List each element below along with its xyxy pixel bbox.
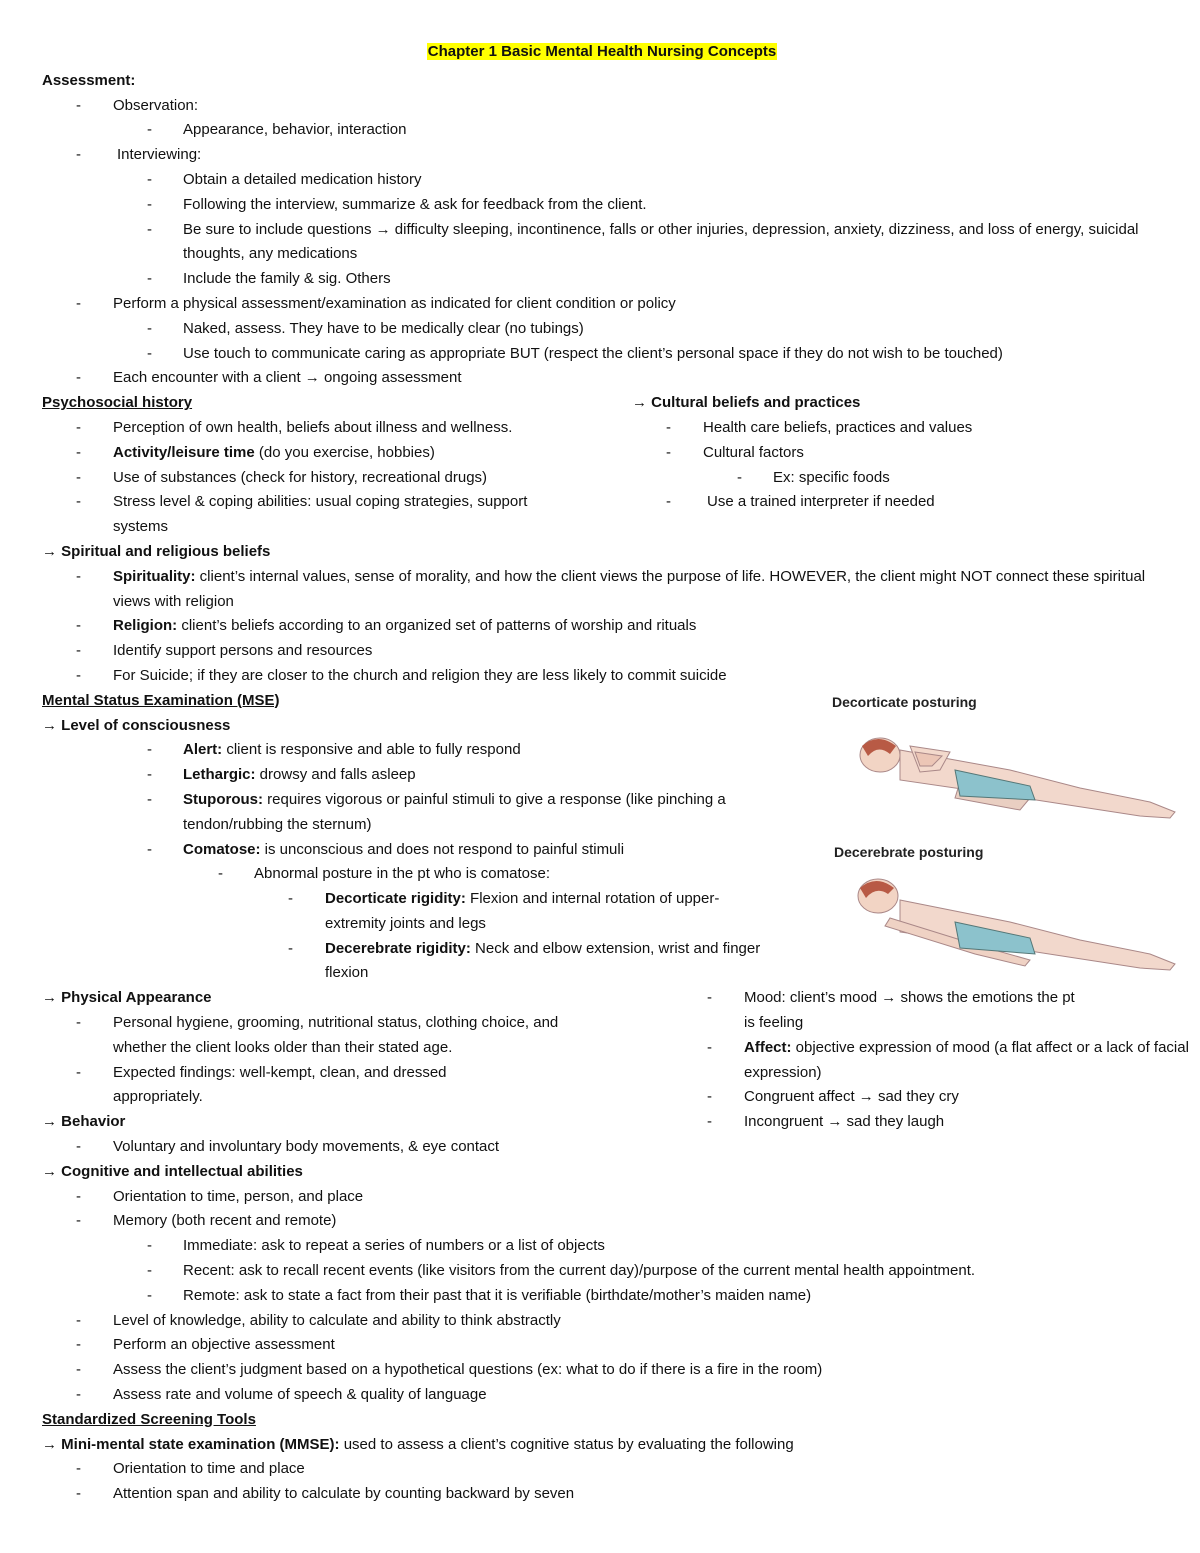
list-item: - Orientation to time, person, and place xyxy=(76,1187,364,1205)
posturing-illustration xyxy=(830,690,1180,990)
list-item: - Perform an objective assessment xyxy=(76,1336,335,1354)
list-item: - Decerebrate rigidity: Neck and elbow extension, wrist and finger flexion xyxy=(288,939,761,982)
list-item: - Decorticate rigidity: Flexion and internal rotation of upper-extremity joints and legs xyxy=(288,890,720,932)
psychosocial-section xyxy=(42,391,632,540)
list-item: - Appearance, behavior, interaction xyxy=(147,121,407,139)
title-row xyxy=(42,40,1162,65)
list-item: - Ex: specific foods xyxy=(737,468,890,486)
mmse-line: → Mini-mental state examination (MMSE): used to assess a client’s cognitive status by evaluating the following xyxy=(42,1435,794,1453)
list-item: - Obtain a detailed medication history xyxy=(147,170,422,188)
list-item: - Affect: objective expression of mood (a flat affect or a lack of facial expression) xyxy=(707,1038,1189,1081)
psychosocial-cultural-columns xyxy=(42,391,1162,540)
cultural-section xyxy=(632,391,1162,540)
spiritual-heading: → Spiritual and religious beliefs xyxy=(42,542,271,560)
decerebrate-caption: Decerebrate posturing xyxy=(834,844,984,860)
list-item: - Stuporous: requires vigorous or painful stimuli to give a response (like pinching a tendon/rubbing the sternum) xyxy=(147,790,726,833)
list-item: - Voluntary and involuntary body movements, & eye contact xyxy=(76,1138,500,1156)
list-item: - Recent: ask to recall recent events (like visitors from the current day)/purpose of the current mental health appointment. xyxy=(147,1262,976,1280)
consciousness-heading: → Level of consciousness xyxy=(42,716,231,734)
list-item: - Include the family & sig. Others xyxy=(147,270,391,288)
list-item: - Observation: xyxy=(76,96,199,114)
assessment-heading: Assessment: xyxy=(42,71,136,89)
list-item: - Be sure to include questions → difficulty sleeping, incontinence, falls or other injuries, depression, anxiety, dizziness, and loss of energy, suicidal thoughts, any medications xyxy=(147,220,1139,263)
list-item: - Use a trained interpreter if needed xyxy=(666,493,935,511)
list-item: - Activity/leisure time (do you exercise, hobbies) xyxy=(76,443,435,461)
list-item: - Following the interview, summarize & ask for feedback from the client. xyxy=(147,195,647,213)
appearance-section xyxy=(42,986,673,1160)
list-item: - Cultural factors xyxy=(666,443,804,461)
list-item: - Lethargic: drowsy and falls asleep xyxy=(147,766,416,784)
cognitive-heading: → Cognitive and intellectual abilities xyxy=(42,1162,303,1180)
list-item: - Each encounter with a client → ongoing assessment xyxy=(76,369,462,387)
list-item: - Mood: client’s mood → shows the emotions the pt is feeling xyxy=(707,989,1075,1032)
list-item: - Orientation to time and place xyxy=(76,1460,305,1478)
list-item: - Use touch to communicate caring as appropriate BUT (respect the client’s personal space if they do not wish to be touched) xyxy=(147,344,1003,362)
list-item: - Interviewing: xyxy=(76,146,202,164)
list-item: - Use of substances (check for history, recreational drugs) xyxy=(76,468,488,486)
list-item: - Stress level & coping abilities: usual coping strategies, support systems xyxy=(76,493,528,536)
list-item: - Incongruent → sad they laugh xyxy=(707,1113,945,1131)
psychosocial-heading: Psychosocial history xyxy=(42,394,193,412)
consciousness-section xyxy=(42,714,822,987)
cultural-heading: → Cultural beliefs and practices xyxy=(632,394,861,412)
list-item: - Level of knowledge, ability to calculate and ability to think abstractly xyxy=(76,1311,561,1329)
list-item: - Immediate: ask to repeat a series of numbers or a list of objects xyxy=(147,1237,605,1255)
list-item: - Expected findings: well-kempt, clean, and dressed appropriately. xyxy=(76,1063,447,1106)
decerebrate-figure xyxy=(830,860,1180,980)
list-item: - Remote: ask to state a fact from their past that it is verifiable (birthdate/mother’s maiden name) xyxy=(147,1286,812,1304)
list-item: - Perform a physical assessment/examination as indicated for client condition or policy xyxy=(76,294,676,312)
list-item: - Alert: client is responsive and able to fully respond xyxy=(147,741,521,759)
list-item: - Religion: client’s beliefs according to an organized set of patterns of worship and rituals xyxy=(76,617,697,635)
list-item: - Comatose: is unconscious and does not respond to painful stimuli xyxy=(147,840,625,858)
list-item: - Health care beliefs, practices and values xyxy=(666,418,973,436)
list-item: - Assess rate and volume of speech & quality of language xyxy=(76,1386,487,1404)
list-item: - Identify support persons and resources xyxy=(76,642,373,660)
mood-section xyxy=(673,986,1194,1160)
decorticate-caption: Decorticate posturing xyxy=(832,694,977,710)
list-item: - Perception of own health, beliefs about illness and wellness. xyxy=(76,418,513,436)
list-item: - Naked, assess. They have to be medically clear (no tubings) xyxy=(147,319,584,337)
appearance-mood-columns xyxy=(42,986,1189,1160)
list-item: - For Suicide; if they are closer to the church and religion they are less likely to commit suicide xyxy=(76,666,727,684)
list-item: - Congruent affect → sad they cry xyxy=(707,1088,959,1106)
appearance-heading: → Physical Appearance xyxy=(42,989,212,1007)
list-item: - Abnormal posture in the pt who is comatose: xyxy=(218,865,550,883)
list-item: - Assess the client’s judgment based on a hypothetical questions (ex: what to do if there is a fire in the room) xyxy=(76,1361,823,1379)
page-title: Chapter 1 Basic Mental Health Nursing Concepts xyxy=(427,43,777,60)
decorticate-figure xyxy=(830,710,1180,820)
list-item: - Personal hygiene, grooming, nutritional status, clothing choice, and whether the client looks older than their stated age. xyxy=(76,1014,559,1056)
screening-heading: Standardized Screening Tools xyxy=(42,1410,256,1428)
mse-heading: Mental Status Examination (MSE) xyxy=(42,691,280,709)
behavior-heading: → Behavior xyxy=(42,1113,126,1131)
list-item: - Attention span and ability to calculate by counting backward by seven xyxy=(76,1485,575,1503)
list-item: - Memory (both recent and remote) xyxy=(76,1212,337,1230)
list-item: - Spirituality: client’s internal values, sense of morality, and how the client views the purpose of life. HOWEVER, the client might NOT connect these spiritual views with religion xyxy=(76,567,1146,610)
